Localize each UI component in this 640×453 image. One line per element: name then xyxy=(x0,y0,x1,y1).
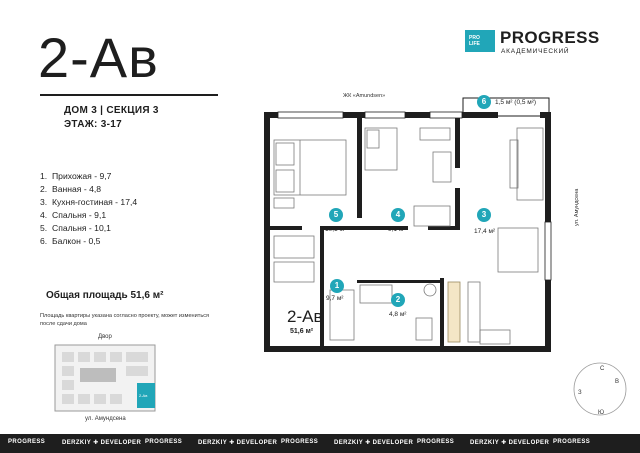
street-label-bottom: ул. Амундсена xyxy=(85,416,126,422)
footer-developer: DERZKIY ✚ DEVELOPER xyxy=(334,440,414,446)
room-marker: 1 xyxy=(330,279,344,293)
footer-brand: PROGRESS xyxy=(553,439,591,445)
brand-logo-badge: PRO LIFE xyxy=(465,30,495,52)
apartment-type-title: 2-Ав xyxy=(38,26,159,89)
room-area: 10,1 м² xyxy=(325,226,347,233)
room-item: 2. Ванная - 4,8 xyxy=(40,184,102,194)
street-label-right: ул. Амундсена xyxy=(574,188,580,226)
room-item: 4. Спальня - 9,1 xyxy=(40,210,107,220)
complex-label: ЖК «Amundsen» xyxy=(343,93,386,99)
room-item: 1. Прихожая - 9,7 xyxy=(40,171,112,181)
room-marker: 3 xyxy=(477,208,491,222)
total-area: Общая площадь 51,6 м² xyxy=(46,290,164,301)
room-area: 1,5 м² (0,5 м²) xyxy=(495,99,537,106)
room-marker: 4 xyxy=(391,208,405,222)
plan-apartment-label: 2-Ав xyxy=(287,307,323,326)
room-area: 17,4 м² xyxy=(474,228,496,235)
compass-west: З xyxy=(578,390,582,396)
compass-east: В xyxy=(615,379,620,385)
building-section: ДОМ 3 | СЕКЦИЯ 3 xyxy=(64,105,159,116)
footer-developer: DERZKIY ✚ DEVELOPER xyxy=(198,440,278,446)
compass-north: С xyxy=(600,366,605,372)
footer-strip xyxy=(0,434,640,453)
footer-brand: PROGRESS xyxy=(417,439,455,445)
room-area: 4,8 м² xyxy=(389,311,407,318)
plan-windows xyxy=(278,112,551,280)
yard-label: Двор xyxy=(98,334,112,340)
room-item: 3. Кухня-гостиная - 17,4 xyxy=(40,197,138,207)
footer-developer: DERZKIY ✚ DEVELOPER xyxy=(62,440,142,446)
building-key-plan xyxy=(55,345,155,411)
room-area: 9,7 м² xyxy=(326,295,344,302)
room-item: 6. Балкон - 0,5 xyxy=(40,236,101,246)
compass-south: Ю xyxy=(598,410,605,416)
footer-developer: DERZKIY ✚ DEVELOPER xyxy=(470,440,550,446)
brand-subtitle: АКАДЕМИЧЕСКИЙ xyxy=(501,48,570,55)
brand-name: PROGRESS xyxy=(500,28,600,47)
floor-range: ЭТАЖ: 3-17 xyxy=(64,119,122,130)
room-item: 5. Спальня - 10,1 xyxy=(40,223,111,233)
plan-apartment-area: 51,6 м² xyxy=(290,328,314,335)
area-disclaimer: Площадь квартиры указана согласно проекту, может измениться после сдачи дома xyxy=(40,313,210,327)
room-area: 9,1 м² xyxy=(388,226,406,233)
room-marker: 5 xyxy=(329,208,343,222)
room-marker: 6 xyxy=(477,95,491,109)
footer-brand: PROGRESS xyxy=(281,439,319,445)
room-marker: 2 xyxy=(391,293,405,307)
footer-brand: PROGRESS xyxy=(8,439,46,445)
footer-brand: PROGRESS xyxy=(145,439,183,445)
unit-marker-label: 2-Ав xyxy=(139,393,148,398)
